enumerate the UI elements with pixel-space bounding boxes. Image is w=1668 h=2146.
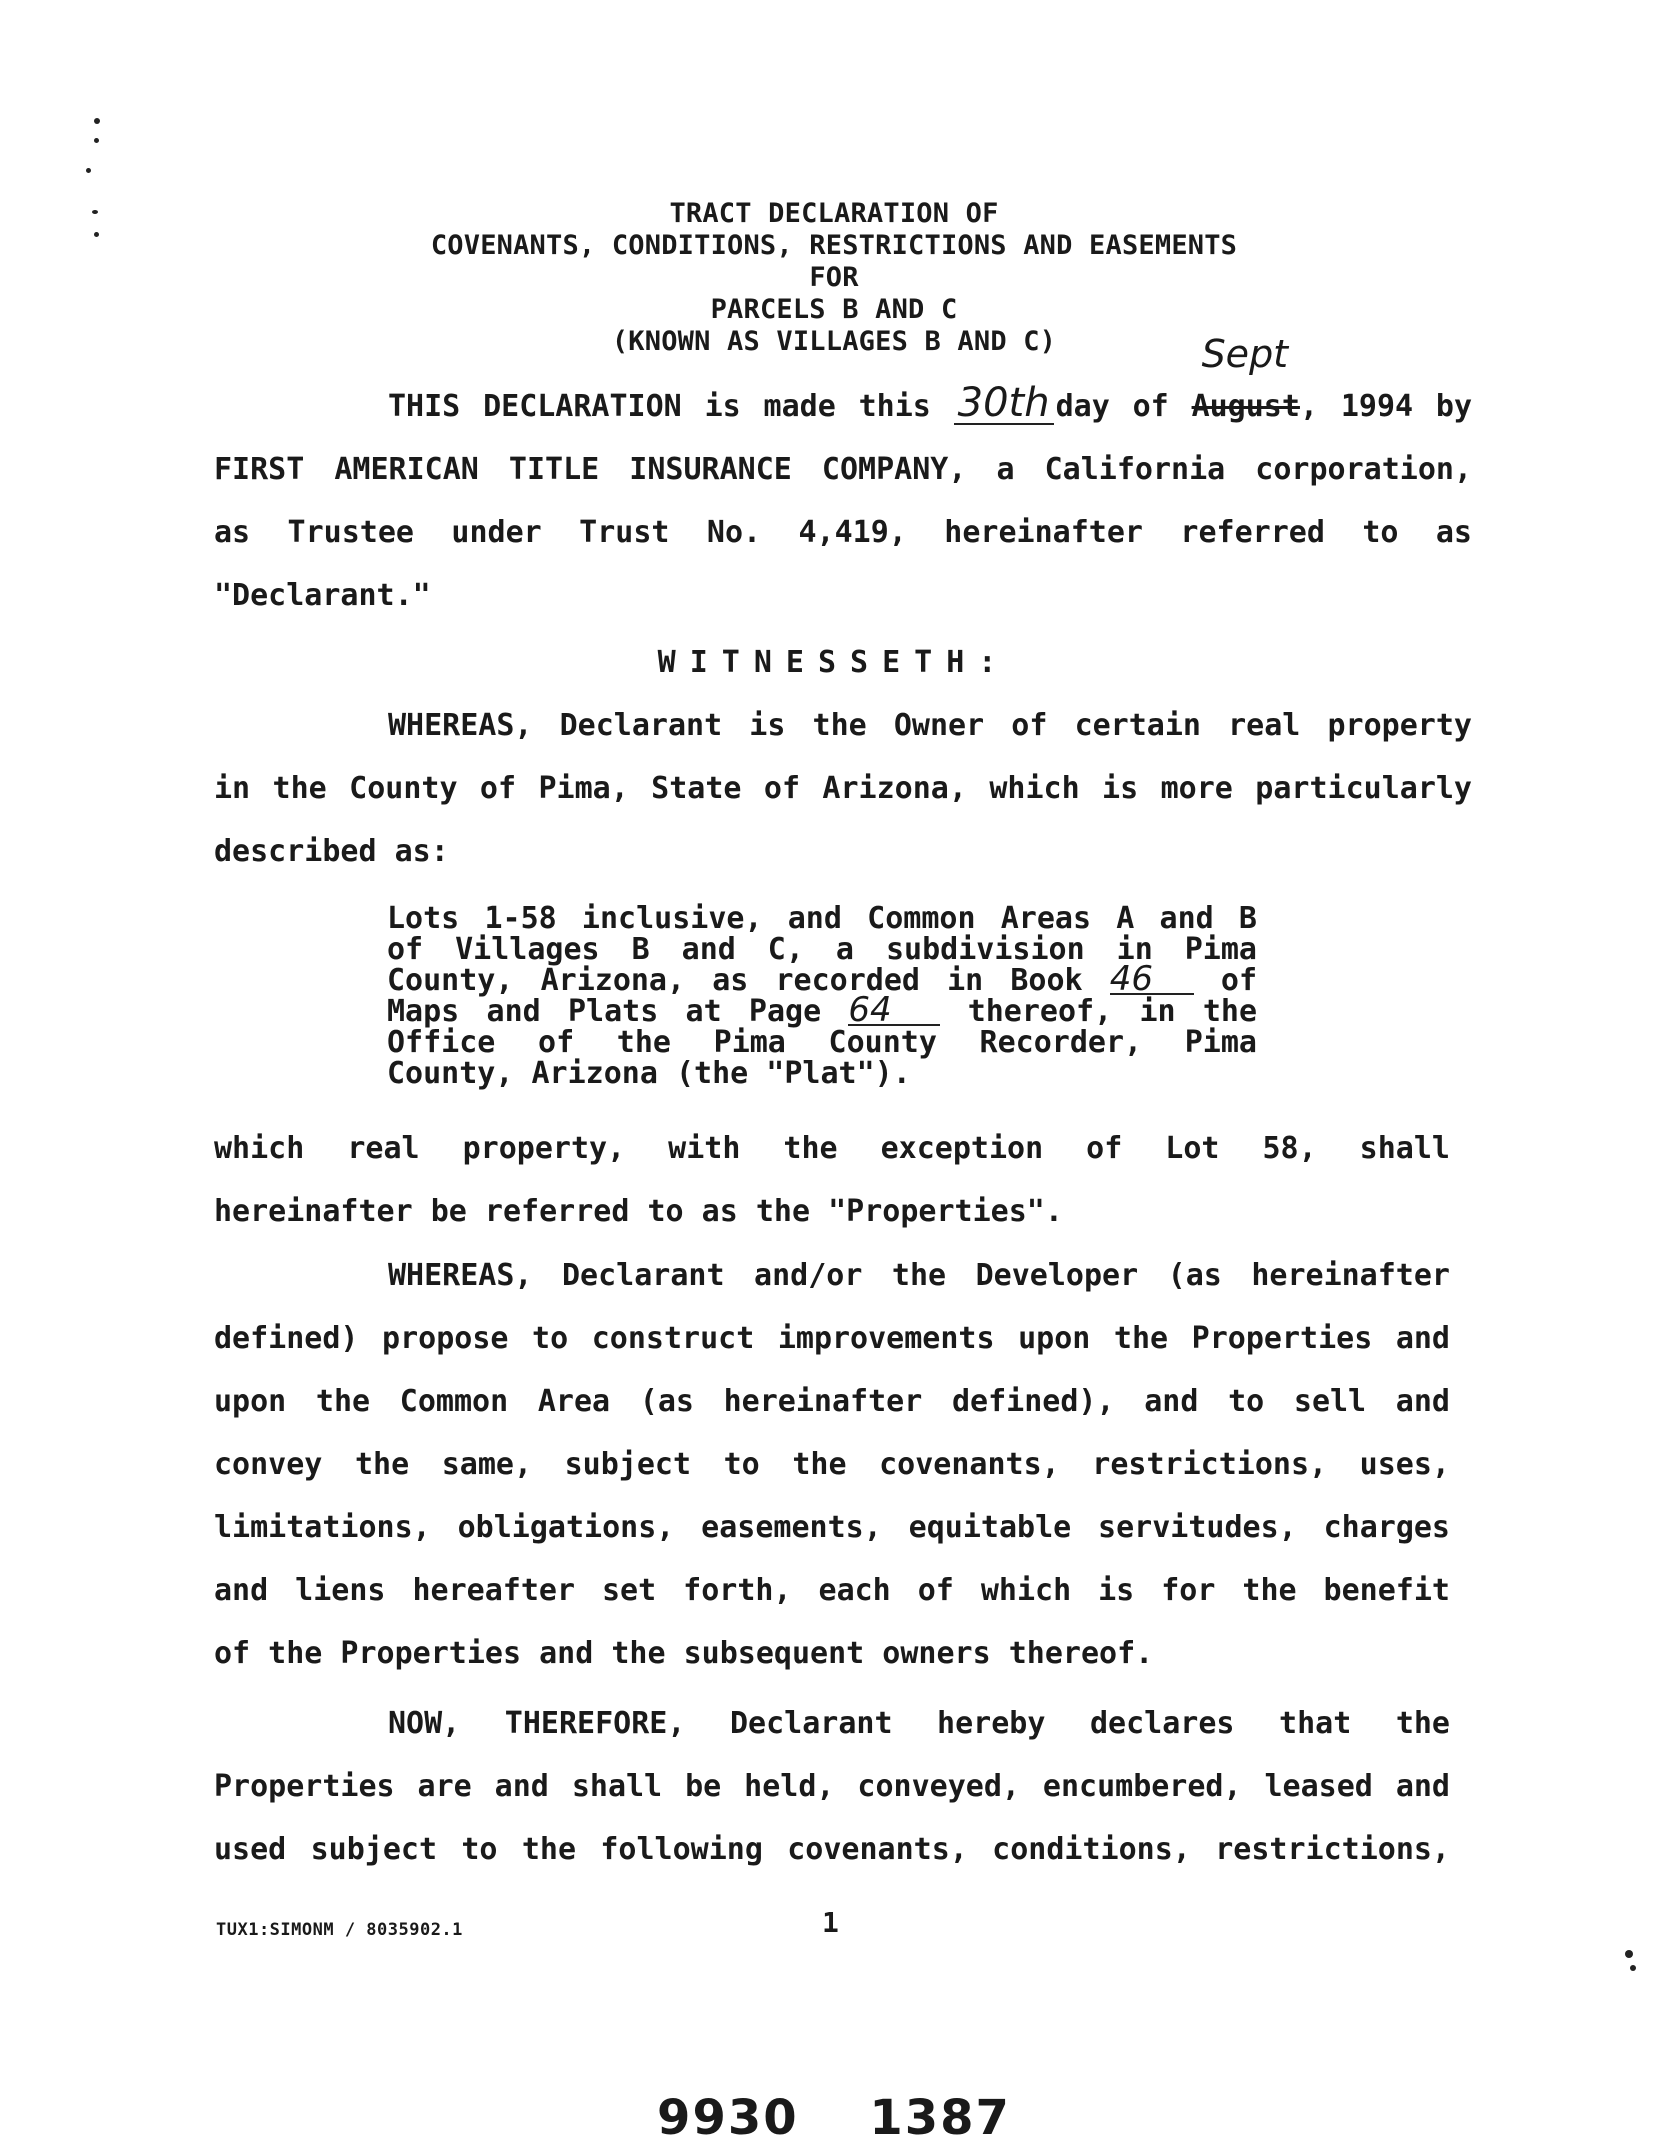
- now-therefore-line-1: NOW, THEREFORE, Declarant hereby declares that the: [388, 1706, 1450, 1741]
- legal-line-6: County, Arizona (the "Plat").: [387, 1056, 911, 1091]
- properties-clause: [214, 1117, 1450, 1243]
- whereas2-line-5: limitations, obligations, easements, equitable servitudes, charges: [214, 1510, 1450, 1545]
- docket-number: 9930: [657, 2090, 799, 2146]
- title-line-2: COVENANTS, CONDITIONS, RESTRICTIONS AND EASEMENTS: [430, 230, 1238, 261]
- whereas2-line-1: WHEREAS, Declarant and/or the Developer (as hereinafter: [388, 1258, 1450, 1293]
- legal-line-5: Office of the Pima County Recorder, Pima: [387, 1025, 1257, 1060]
- month-field: [1191, 332, 1300, 438]
- intro-line-3: as Trustee under Trust No. 4,419, hereinafter referred to as: [214, 515, 1472, 550]
- whereas2-line-3: upon the Common Area (as hereinafter defined), and to sell and: [214, 1384, 1450, 1419]
- title-line-3: FOR: [809, 262, 859, 293]
- recording-stamp: [0, 2090, 1668, 2146]
- legal-line-4: [387, 990, 1258, 1030]
- whereas1-line-2: in the County of Pima, State of Arizona, which is more particularly: [214, 771, 1472, 806]
- document-title: [0, 198, 1668, 358]
- scan-speck: [1630, 1965, 1636, 1971]
- intro-text-start: THIS DECLARATION is made this: [388, 389, 931, 424]
- title-line-5: (KNOWN AS VILLAGES B AND C): [611, 326, 1057, 357]
- scan-speck: [86, 168, 91, 173]
- properties-line-2: hereinafter be referred to as the "Properties".: [214, 1194, 1063, 1229]
- whereas1-line-3: described as:: [214, 834, 449, 869]
- scan-speck: [94, 232, 99, 237]
- scan-speck: [94, 138, 99, 143]
- scan-speck: [94, 118, 100, 124]
- handwritten-book-number: 46: [1110, 965, 1194, 995]
- title-line-1: TRACT DECLARATION OF: [669, 198, 999, 229]
- scan-speck: [92, 210, 98, 214]
- document-reference: TUX1:SIMONM / 8035902.1: [216, 1920, 463, 1940]
- legal-line-1: Lots 1-58 inclusive, and Common Areas A and B: [387, 901, 1257, 936]
- handwritten-page-number: 64: [848, 996, 940, 1026]
- scan-speck: [1625, 1950, 1633, 1958]
- legal-thereof: thereof, in the: [967, 994, 1258, 1029]
- legal-page-text: Maps and Plats at Page: [387, 994, 822, 1029]
- now-therefore-line-2: Properties are and shall be held, conveyed, encumbered, leased and: [214, 1769, 1450, 1804]
- whereas2-line-6: and liens hereafter set forth, each of which is for the benefit: [214, 1573, 1450, 1608]
- whereas2-line-7: of the Properties and the subsequent owners thereof.: [214, 1636, 1154, 1671]
- whereas2-line-4: convey the same, subject to the covenants, restrictions, uses,: [214, 1447, 1450, 1482]
- legal-line-2: of Villages B and C, a subdivision in Pima: [387, 932, 1257, 967]
- intro-line-2: FIRST AMERICAN TITLE INSURANCE COMPANY, a California corporation,: [214, 452, 1472, 487]
- struck-month: August: [1191, 389, 1300, 424]
- whereas2-line-2: defined) propose to construct improvements upon the Properties and: [214, 1321, 1450, 1356]
- properties-line-1: which real property, with the exception of Lot 58, shall: [214, 1131, 1450, 1166]
- docket-page: 1387: [869, 2090, 1011, 2146]
- intro-line-4: "Declarant.": [214, 578, 431, 613]
- intro-year: , 1994 by: [1299, 389, 1473, 424]
- legal-line-3: [387, 959, 1258, 999]
- now-therefore-paragraph: [214, 1692, 1450, 1881]
- whereas-paragraph-2: [214, 1244, 1450, 1685]
- legal-description: [387, 903, 1257, 1089]
- legal-book-text: County, Arizona, as recorded in Book: [387, 963, 1083, 998]
- whereas-paragraph-1: [214, 694, 1472, 883]
- intro-day-of: day of: [1055, 389, 1169, 424]
- witnesseth-heading: WITNESSETH:: [657, 645, 1011, 680]
- legal-of: of: [1220, 963, 1258, 998]
- now-therefore-line-3: used subject to the following covenants, conditions, restrictions,: [214, 1832, 1450, 1867]
- handwritten-day: 30th: [954, 383, 1054, 425]
- handwritten-month: Sept: [1201, 332, 1289, 376]
- page-number: 1: [822, 1906, 839, 1939]
- whereas1-line-1: WHEREAS, Declarant is the Owner of certain real property: [388, 708, 1472, 743]
- title-line-4: PARCELS B AND C: [710, 294, 958, 325]
